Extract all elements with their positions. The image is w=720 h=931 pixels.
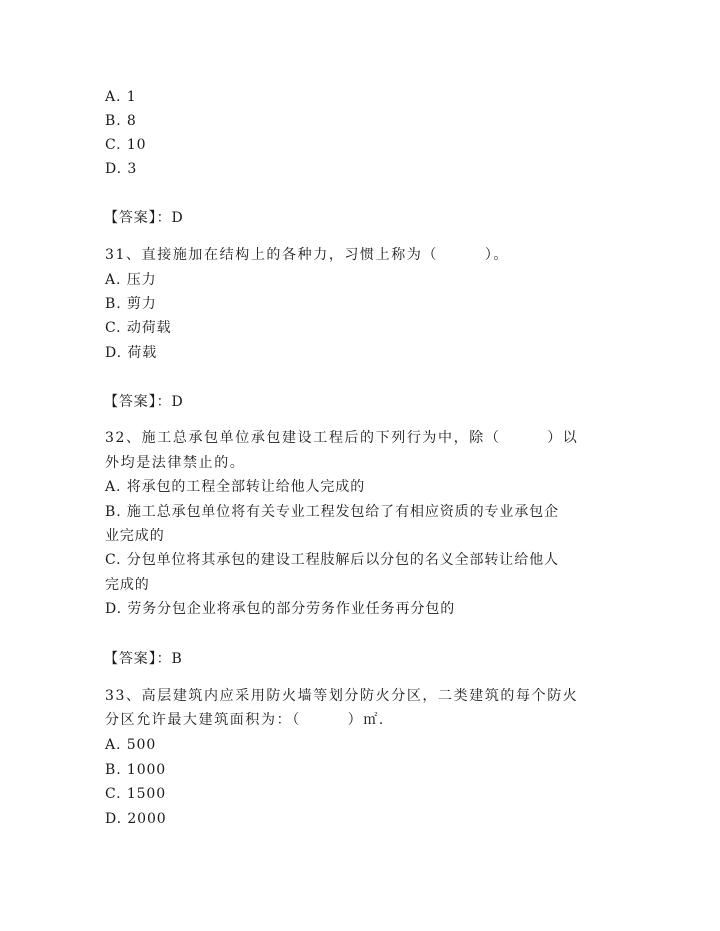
option-a: A. 1 — [105, 89, 137, 105]
option-b: B. 8 — [105, 113, 137, 129]
option-c: C. 分包单位将其承包的建设工程肢解后以分包的名义全部转让给他人 — [105, 552, 559, 568]
option-a: A. 500 — [105, 737, 157, 753]
option-d: D. 荷载 — [105, 345, 158, 361]
option-c: C. 10 — [105, 137, 147, 153]
option-b-continued: 业完成的 — [105, 528, 165, 544]
answer-label: 【答案】：D — [104, 394, 184, 410]
option-b: B. 剪力 — [105, 296, 157, 312]
question-stem: 33、高层建筑内应采用防火墙等划分防火分区，二类建筑的每个防火 — [105, 688, 579, 704]
question-stem-continued: 分区允许最大建筑面积为：（ ）㎡. — [105, 712, 385, 728]
option-a: A. 将承包的工程全部转让给他人完成的 — [105, 479, 366, 495]
option-d: D. 3 — [105, 161, 138, 177]
question-stem: 31、直接施加在结构上的各种力，习惯上称为（ ）。 — [105, 247, 510, 263]
option-a: A. 压力 — [105, 272, 157, 288]
question-stem: 32、施工总承包单位承包建设工程后的下列行为中，除（ ）以 — [105, 430, 579, 446]
option-b: B. 1000 — [105, 762, 167, 778]
option-c-continued: 完成的 — [105, 577, 150, 593]
option-d: D. 2000 — [105, 811, 167, 827]
answer-label: 【答案】：B — [104, 651, 183, 667]
question-stem-continued: 外均是法律禁止的。 — [105, 455, 246, 471]
option-c: C. 动荷载 — [105, 320, 172, 336]
option-c: C. 1500 — [105, 786, 167, 802]
answer-label: 【答案】：D — [104, 210, 184, 226]
option-d: D. 劳务分包企业将承包的部分劳务作业任务再分包的 — [105, 601, 456, 617]
option-b: B. 施工总承包单位将有关专业工程发包给了有相应资质的专业承包企 — [105, 504, 559, 520]
